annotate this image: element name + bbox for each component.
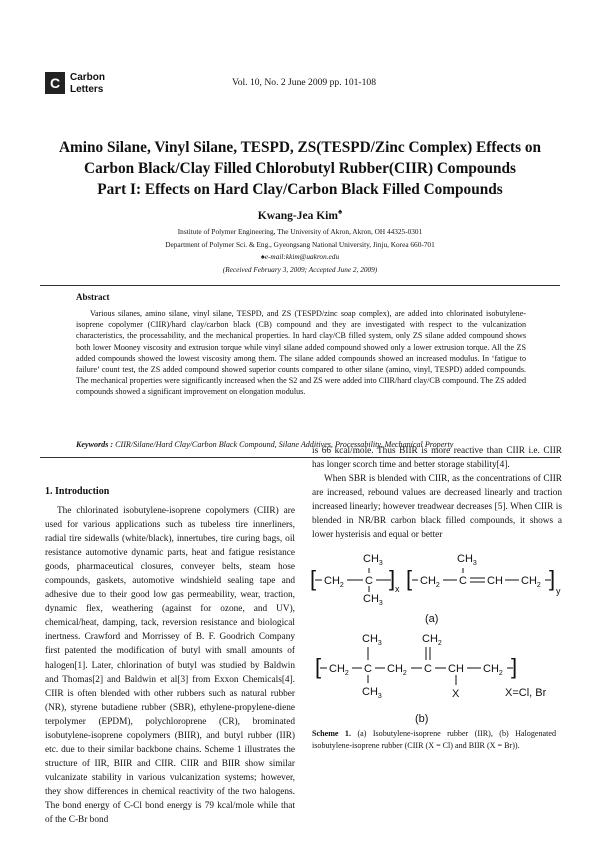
journal-name-line2: Letters — [70, 84, 104, 95]
svg-text:CH2: $CH_2$ — [483, 663, 503, 677]
svg-text:CH2: $CH_2$ — [422, 633, 442, 647]
svg-text:CH3: $CH_3$ — [362, 633, 382, 647]
scheme-1-figure — [305, 540, 565, 725]
svg-text:CH3: $CH_3$ — [362, 686, 382, 700]
affiliation: Institute of Polymer Engineering, The University of Akron, Akron, OH 44325-0301 — [177, 227, 423, 236]
title-line: Part I: Effects on Hard Clay/Carbon Black Filled Compounds — [97, 181, 503, 198]
svg-text:C: C — [364, 663, 372, 675]
body-paragraph: The chlorinated isobutylene-isoprene copolymers (CIIR) are used for various applications such as tubeless tire innerliners, radial tire sidewalls (white/black), innertubes, tire curing bags, oil resistance automotive dynamic parts, heat and fatigue resistance goods, pharmaceutical closures, conveyer belts, steam hose compounds, gaskets, automotive windshield sealing tape and adhesive due to their good low gas permeability, wear, traction, dynamic flex, weathering (against for ozone, and UV), chemical/heat, damping, tack, reversion resistance and biological inertness. Crawford and Morrissey of B. F. Goodrich Company first patented the modification of butyl with small amounts of halogen[1]. Later, chlorination of butyl was studied by Baldwin and Thomas[2] and Baldwin et al[3] from Exxon Chemicals[4]. CIIR is often blended with other rubbers such as natural rubber (NR), styrene butadiene rubber (SBR), ethylene-propylene-diene terpolymer (EPDM), polychloroprene (CR), brominated isobutylene-isoprene copolymers (BIIR), and butyl rubber (IIR) etc. due to their similar backbone chains. Scheme 1 illustrates the structure of IIR, BIIR and CIIR. CIIR and BIIR show similar vulcanizate stability in various vulcanization systems; however, they show differences in chemical reactivity of the two halogens. The bond energy of C-Cl bond energy is 79 kcal/mole while that of the C-Br bond — [45, 506, 295, 826]
svg-text:[: [ — [315, 654, 322, 679]
svg-text:]: ] — [549, 566, 556, 591]
svg-text:x: x — [395, 584, 400, 594]
left-column — [45, 504, 295, 827]
svg-text:y: y — [556, 586, 561, 596]
keywords-text: CIIR/Silane/Hard Clay/Carbon Black Compound, Silane Additives, Processability, Mechanical Property — [115, 440, 454, 449]
journal-name-line1: Carbon — [70, 72, 105, 83]
journal-info: Vol. 10, No. 2 June 2009 pp. 101-108 — [232, 77, 376, 88]
abstract-top-rule — [40, 285, 560, 286]
scheme-caption — [312, 728, 556, 751]
svg-text:CH2: $CH_2$ — [329, 663, 349, 677]
svg-text:CH2: $CH_2$ — [387, 663, 407, 677]
abstract-heading: Abstract — [76, 292, 110, 302]
svg-text:CH3: $CH_3$ — [457, 553, 477, 567]
svg-text:CH3: $CH_3$ — [363, 593, 383, 607]
body-paragraph: is 66 kcal/mole. Thus BIIR is more reactive than CIIR i.e. CIIR has longer scorch time and better storage stability[4]. — [312, 446, 562, 471]
right-column — [312, 444, 562, 542]
affiliation: Department of Polymer Sci. & Eng., Gyeongsang National University, Jinju, Korea 660-701 — [165, 239, 435, 249]
svg-text:CH2: $CH_2$ — [324, 575, 344, 589]
svg-text:[: [ — [310, 566, 317, 591]
received-dates: (Received February 3, 2009; Accepted June 2, 2009) — [222, 264, 378, 274]
svg-text:CH2: $CH_2$ — [420, 575, 440, 589]
scheme-a-label: (a) — [425, 613, 439, 625]
svg-text:]: ] — [511, 654, 518, 679]
halogen-note: X=Cl, Br — [505, 687, 547, 699]
svg-text:CH3: $CH_3$ — [363, 553, 383, 567]
author — [0, 207, 600, 222]
scheme-a-structure — [310, 553, 561, 625]
caption-label: Scheme 1. — [312, 729, 352, 738]
abstract-text: Various silanes, amino silane, vinyl silane, TESPD, and ZS (TESPD/zinc soap complex), are added into chlorinated isobutylene-isoprene copolymer (CIIR)/hard clay/carbon black (CB) compound and they are investigated with respect to the vulcanization characteristics, the processability, and the mechanical properties. In hard clay/CB filled system, only ZS silane added compound shows both lower Mooney viscosity and extrusion torque while vinyl silane added compound showed only a lower extrusion torque. All the ZS added compounds showed the lowest viscosity among them. The silane added compounds showed an increased modulus. In ‘fatigue to failure’ count test, the ZS added compound showed superior counts compared to other silane (amino, vinyl, TESPD) added compounds. The mechanical properties were significantly increased when the S2 and ZS were added into CIIR/hard clay/CB compound. The ZS added compounds showed a significant improvement on elongation modulus. — [76, 309, 526, 397]
journal-logo-letter: C — [50, 75, 61, 91]
title-line: Carbon Black/Clay Filled Chlorobutyl Rubber(CIIR) Compounds — [84, 160, 516, 177]
keywords-label: Keywords : — [76, 440, 114, 449]
svg-text:C: C — [424, 663, 432, 675]
svg-text:CH2: $CH_2$ — [521, 575, 541, 589]
svg-text:]: ] — [389, 566, 396, 591]
svg-text:CH: CH — [448, 663, 464, 675]
caption-text: (a) Isobutylene-isoprene rubber (IIR), (b) Halogenated isobutylene-isoprene rubber (CIIR (X = Cl) and BIIR (X = Br)). — [312, 729, 557, 750]
title-line: Amino Silane, Vinyl Silane, TESPD, ZS(TESPD/Zinc Complex) Effects on — [58, 139, 542, 156]
author-email: ♠e-mail:kkim@uakron.edu — [260, 252, 340, 261]
author-mark: ♠ — [337, 207, 343, 216]
svg-text:C: C — [459, 575, 467, 587]
svg-text:[: [ — [406, 566, 413, 591]
svg-text:C: C — [365, 575, 373, 587]
body-paragraph: When SBR is blended with CIIR, as the concentrations of CIIR are increased, rebound values are decreased linearly and traction increased linearly; however treadwear decreases [5]. When CIIR is blended in NR/BR carbon black filled compounds, it shows a lower hysterisis and equal or better — [312, 474, 562, 541]
svg-text:X: X — [452, 688, 460, 700]
scheme-b-structure — [315, 633, 547, 725]
author-name: Kwang-Jea Kim — [257, 209, 338, 222]
journal-name — [70, 72, 105, 96]
scheme-b-label: (b) — [415, 713, 429, 725]
svg-text:CH: CH — [487, 575, 503, 587]
paper-title — [20, 137, 580, 200]
section-heading: 1. Introduction — [45, 486, 110, 497]
